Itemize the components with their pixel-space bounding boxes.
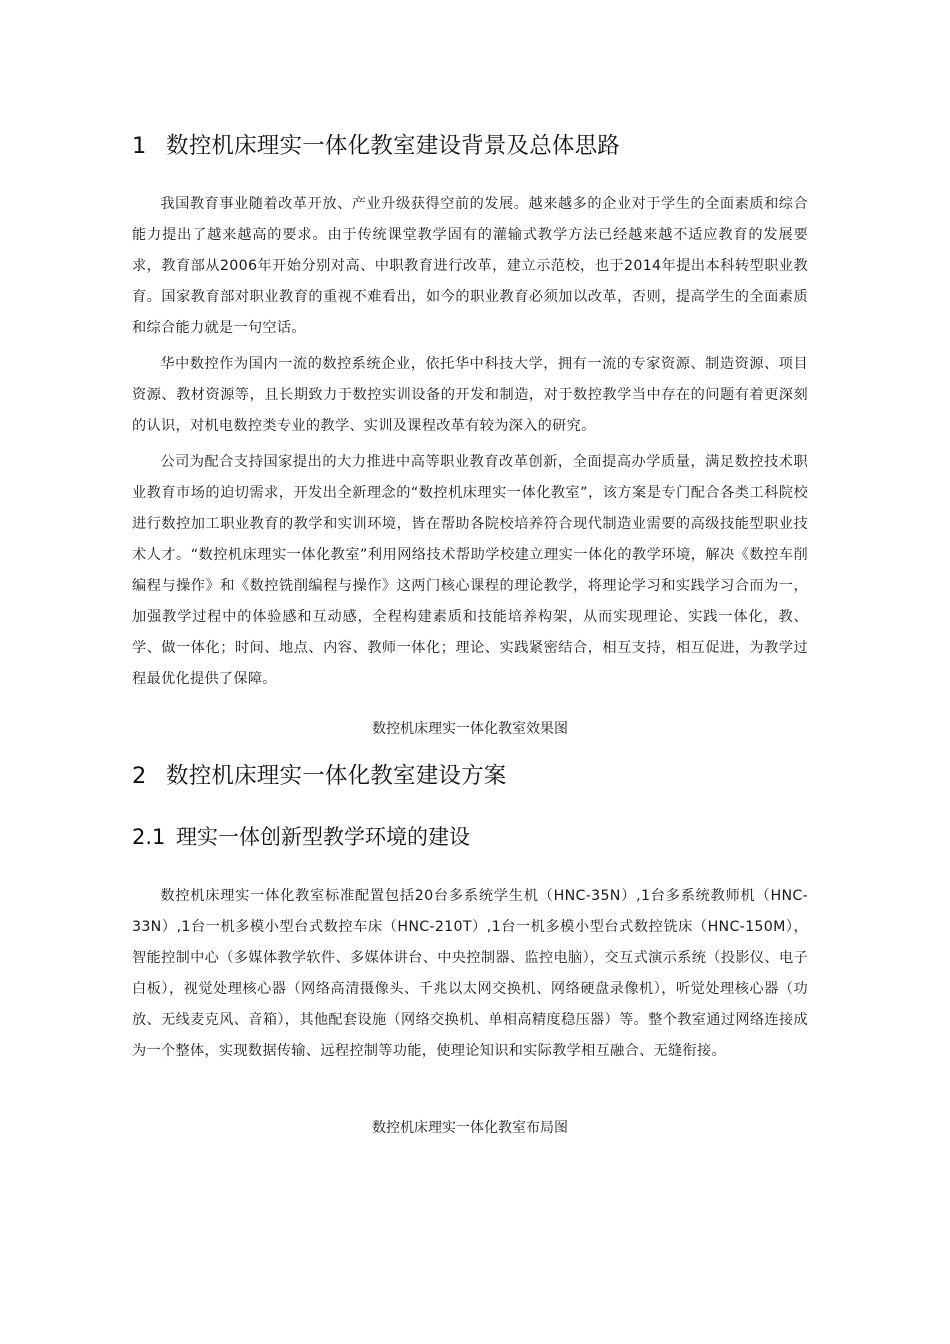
section-1-paragraph-2: 华中数控作为国内一流的数控系统企业，依托华中科技大学，拥有一流的专家资源、制造资源、项目资源、教材资源等，且长期致力于数控实训设备的开发和制造，对于数控教学当中存在的问题有着更深刻的认识，对机电数控类专业的教学、实训及课程改革有较为深入的研究。 [132, 356, 808, 434]
section-1-paragraph-1: 我国教育事业随着改革开放、产业升级获得空前的发展。越来越多的企业对于学生的全面素质和综合能力提出了越来越高的要求。由于传统课堂教学固有的灌输式教学方法已经越来越不适应教育的发展要求，教育部从2006年开始分别对高、中职教育进行改革，建立示范校，也于2014年提出本科转型职业教育。国家教育部对职业教育的重视不难看出，如今的职业教育必须加以改革，否则，提高学生的全面素质和综合能力就是一句空话。 [132, 196, 808, 336]
section-1-heading [132, 131, 620, 161]
section-2-1-paragraph: 数控机床理实一体化教室标准配置包括20台多系统学生机（HNC-35N）,1台多系统教师机（HNC-33N）,1台一机多模小型台式数控车床（HNC-210T）,1台一机多模小型台式数控铣床（HNC-150M），智能控制中心（多媒体教学软件、多媒体讲台、中央控制器、监控电脑），交互式演示系统（投影仪、电子白板），视觉处理核心器（网络高清摄像头、千兆以太网交换机、网络硬盘录像机），听觉处理核心器（功放、无线麦克风、音箱），其他配套设施（网络交换机、单相高精度稳压器）等。整个教室通过网络连接成为一个整体，实现数据传输、远程控制等功能，使理论知识和实际教学相互融合、无缝衔接。 [132, 888, 808, 1059]
section-1-paragraph-3: 公司为配合支持国家提出的大力推进中高等职业教育改革创新，全面提高办学质量，满足数控技术职业教育市场的迫切需求，开发出全新理念的“数控机床理实一体化教室”，该方案是专门配合各类工科院校进行数控加工职业教育的教学和实训环境，皆在帮助各院校培养符合现代制造业需要的高级技能型职业技术人才。“数控机床理实一体化教室”利用网络技术帮助学校建立理实一体化的教学环境，解决《数控车削编程与操作》和《数控铣削编程与操作》这两门核心课程的理论教学，将理论学习和实践学习合而为一，加强教学过程中的体验感和互动感，全程构建素质和技能培养构架，从而实现理论、实践一体化，教、学、做一体化；时间、地点、内容、教师一体化；理论、实践紧密结合，相互支持，相互促进，为教学过程最优化提供了保障。 [132, 454, 808, 687]
section-2-number: 2 [132, 763, 147, 789]
section-2-1-number: 2.1 [132, 825, 166, 849]
figure-caption-effect: 数控机床理实一体化教室效果图 [372, 721, 568, 737]
section-2-heading [132, 761, 507, 791]
section-2-1-heading [132, 822, 470, 852]
section-1-number: 1 [132, 133, 147, 159]
section-2-1-title: 理实一体创新型教学环境的建设 [176, 825, 470, 849]
section-1-title: 数控机床理实一体化教室建设背景及总体思路 [166, 133, 621, 159]
figure-caption-layout: 数控机床理实一体化教室布局图 [372, 1120, 568, 1136]
section-2-title: 数控机床理实一体化教室建设方案 [166, 763, 507, 789]
